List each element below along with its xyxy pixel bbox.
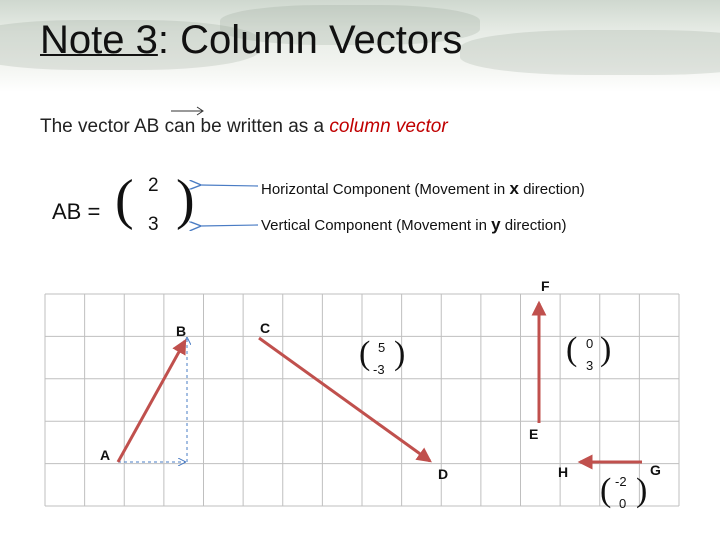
ef-right-paren: )	[600, 331, 612, 368]
left-paren: (	[115, 169, 134, 231]
cd-top-value: 5	[378, 340, 386, 355]
subtitle-vector: AB	[134, 116, 160, 137]
point-b-label: B	[176, 323, 187, 339]
horizontal-post: direction)	[518, 181, 585, 198]
cd-bottom-value: -3	[373, 362, 385, 377]
title-note: Note 3	[40, 18, 158, 62]
horizontal-var: x	[509, 179, 519, 198]
point-e-label: E	[529, 426, 539, 442]
gh-right-paren: )	[636, 472, 648, 509]
vector-top: 2	[148, 175, 159, 196]
point-h-label: H	[558, 464, 569, 480]
ef-bottom-value: 3	[586, 358, 594, 373]
point-c-label: C	[260, 320, 271, 336]
gh-top-value: -2	[615, 474, 627, 489]
vertical-pointer	[200, 225, 258, 226]
ab-label: AB =	[52, 199, 101, 224]
vertical-post: direction)	[500, 217, 567, 234]
gh-bottom-value: 0	[619, 496, 627, 511]
square-grid	[45, 294, 679, 509]
ef-top-value: 0	[586, 336, 594, 351]
ef-left-paren: (	[566, 331, 578, 368]
vector-bottom: 3	[148, 214, 159, 235]
cd-left-paren: (	[359, 335, 371, 372]
vertical-var: y	[491, 215, 501, 234]
horizontal-pre: Horizontal Component (Movement in	[261, 181, 510, 198]
subtitle-prefix: The vector	[40, 116, 134, 137]
vector-ab-arrow	[118, 341, 185, 462]
title-text: : Column Vectors	[157, 18, 463, 62]
point-f-label: F	[541, 278, 550, 294]
cd-right-paren: )	[394, 335, 406, 372]
subtitle-mid: can be written as a	[159, 116, 330, 137]
horizontal-pointer	[200, 185, 258, 186]
subtitle-highlight: column vector	[329, 116, 448, 137]
right-paren: )	[176, 169, 195, 231]
point-g-label: G	[650, 462, 661, 478]
point-a-label: A	[100, 447, 111, 463]
gh-left-paren: (	[600, 472, 612, 509]
vertical-pre: Vertical Component (Movement in	[261, 217, 492, 234]
point-d-label: D	[438, 466, 449, 482]
